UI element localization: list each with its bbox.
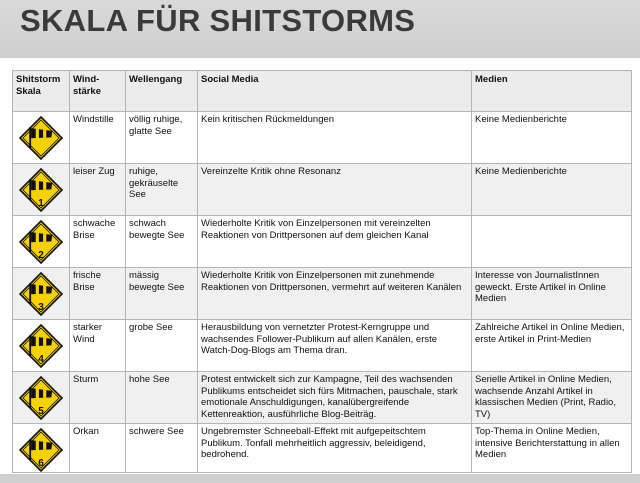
wave-cell: schwere See <box>126 424 198 473</box>
table-header-row <box>13 71 632 112</box>
social-media-cell: Kein kritischen Rückmeldungen <box>198 112 472 164</box>
table-row <box>13 216 632 268</box>
table-row <box>13 164 632 216</box>
wave-cell: ruhige, gekräuselte See <box>126 164 198 216</box>
header-media: Medien <box>472 71 632 112</box>
wave-cell: mässig bewegte See <box>126 268 198 320</box>
wave-cell: hohe See <box>126 372 198 424</box>
windsock-warning-sign-icon <box>18 168 64 212</box>
scale-sign-cell <box>13 164 70 216</box>
media-cell: Serielle Artikel in Online Medien, wachsende Anzahl Artikel in klassischen Medien (Print, Radio, TV) <box>472 372 632 424</box>
wind-strength-cell: frische Brise <box>70 268 126 320</box>
media-cell: Top-Thema in Online Medien, intensive Berichterstattung in allen Medien <box>472 424 632 473</box>
media-cell <box>472 216 632 268</box>
svg-text:2: 2 <box>38 250 44 261</box>
scale-sign-cell <box>13 112 70 164</box>
social-media-cell: Wiederholte Kritik von Einzelpersonen mit vereinzelten Reaktionen von Drittpersonen auf dem gleichen Kanal <box>198 216 472 268</box>
header-social-media: Social Media <box>198 71 472 112</box>
svg-text:4: 4 <box>38 354 44 365</box>
wave-cell: schwach bewegte See <box>126 216 198 268</box>
header-wind: Wind-stärke <box>70 71 126 112</box>
social-media-cell: Wiederholte Kritik von Einzelpersonen mit zunehmende Reaktionen von Drittpersonen, vermehrt auf weiteren Kanälen <box>198 268 472 320</box>
social-media-cell: Protest entwickelt sich zur Kampagne, Teil des wachsenden Publikums entscheidet sich fürs Mitmachen, pauschale, stark emotionale Anschuldigungen, kanalübergreifende Kettenreaktion, ausführliche Blog-Beiträg. <box>198 372 472 424</box>
social-media-cell: Herausbildung von vernetzter Protest-Kerngruppe und wachsendes Follower-Publikum auf allen Kanälen, erste Watch-Dog-Blogs am Thema dran. <box>198 320 472 372</box>
wind-strength-cell: Windstille <box>70 112 126 164</box>
table-row <box>13 320 632 372</box>
wave-cell: grobe See <box>126 320 198 372</box>
windsock-warning-sign-icon <box>18 220 64 264</box>
wind-strength-cell: leiser Zug <box>70 164 126 216</box>
svg-text:3: 3 <box>38 302 44 313</box>
windsock-warning-sign-icon <box>18 376 64 420</box>
scale-sign-cell <box>13 372 70 424</box>
windsock-warning-sign-icon <box>18 324 64 368</box>
svg-text:1: 1 <box>38 198 44 209</box>
media-cell: Zahlreiche Artikel in Online Medien, erste Artikel in Print-Medien <box>472 320 632 372</box>
scale-sign-cell <box>13 424 70 473</box>
header-waves: Wellengang <box>126 71 198 112</box>
page-title: SKALA FÜR SHITSTORMS <box>20 3 416 38</box>
scale-sign-cell <box>13 320 70 372</box>
media-cell: Keine Medienberichte <box>472 164 632 216</box>
windsock-warning-sign-icon <box>18 428 64 472</box>
scale-sign-cell <box>13 216 70 268</box>
table-row <box>13 372 632 424</box>
windsock-warning-sign-icon <box>18 272 64 316</box>
table-row <box>13 112 632 164</box>
windsock-warning-sign-icon <box>18 116 64 160</box>
shitstorm-scale-table <box>12 70 632 473</box>
wave-cell: völlig ruhige, glatte See <box>126 112 198 164</box>
table-row <box>13 268 632 320</box>
wind-strength-cell: schwache Brise <box>70 216 126 268</box>
social-media-cell: Ungebremster Schneeball-Effekt mit aufgepeitschtem Publikum. Tonfall mehrheitlich aggressiv, beleidigend, bedrohend. <box>198 424 472 473</box>
wind-strength-cell: Orkan <box>70 424 126 473</box>
scale-sign-cell <box>13 268 70 320</box>
header-scale: Shitstorm Skala <box>13 71 70 112</box>
social-media-cell: Vereinzelte Kritik ohne Resonanz <box>198 164 472 216</box>
media-cell: Interesse von JournalistInnen geweckt. Erste Artikel in Online Medien <box>472 268 632 320</box>
title-bar <box>0 0 640 58</box>
footer-bar <box>0 474 640 483</box>
wind-strength-cell: starker Wind <box>70 320 126 372</box>
table-row <box>13 424 632 473</box>
svg-text:6: 6 <box>38 458 44 469</box>
wind-strength-cell: Sturm <box>70 372 126 424</box>
media-cell: Keine Medienberichte <box>472 112 632 164</box>
svg-text:5: 5 <box>38 406 44 417</box>
